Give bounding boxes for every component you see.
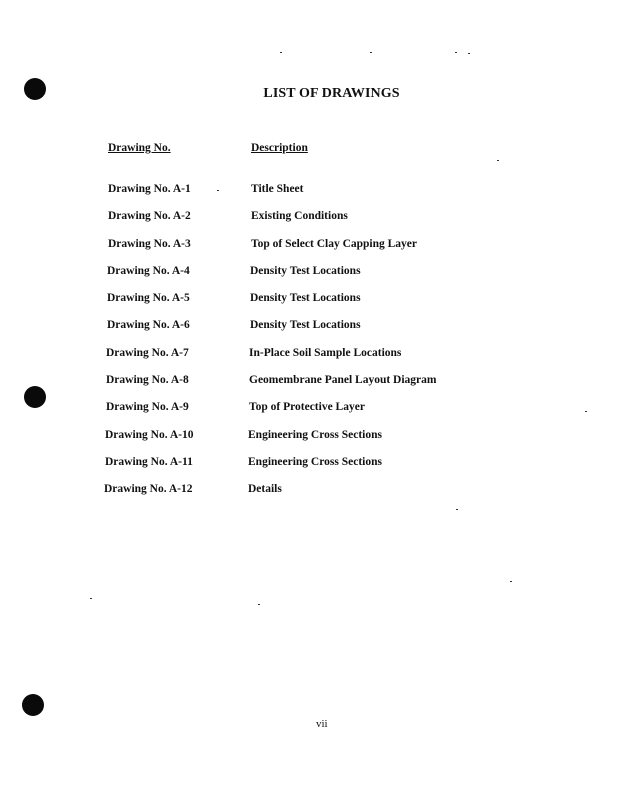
drawing-number: Drawing No. A-3 [108,237,191,250]
scan-speck [497,160,499,161]
drawing-description: Density Test Locations [250,292,361,305]
drawing-description: Existing Conditions [251,210,348,223]
drawing-description: Title Sheet [251,183,304,195]
list-item [0,210,641,237]
drawing-description: Geomembrane Panel Layout Diagram [249,374,437,387]
drawing-number: Drawing No. A-7 [106,346,189,359]
drawing-number: Drawing No. A-1 [108,183,191,195]
scan-speck [90,598,92,599]
page-number: vii [316,718,328,730]
list-item [0,319,641,346]
scan-speck [280,52,282,53]
column-header-description: Description [251,142,308,154]
scan-speck [258,604,260,605]
punch-hole [22,694,44,716]
drawing-number: Drawing No. A-10 [105,428,194,441]
list-item [0,292,641,319]
drawing-number: Drawing No. A-11 [105,455,193,468]
list-item [0,347,641,374]
list-item [0,483,641,510]
drawings-list [0,183,641,511]
drawing-description: Details [248,483,282,496]
drawing-number: Drawing No. A-9 [106,401,189,414]
scan-speck [468,53,470,54]
drawing-description: Engineering Cross Sections [248,455,382,468]
column-header-drawing-number: Drawing No. [108,142,171,154]
list-item [0,374,641,401]
scan-speck [455,52,457,53]
drawing-description: Engineering Cross Sections [248,428,382,441]
drawing-number: Drawing No. A-8 [106,374,189,387]
drawing-description: In-Place Soil Sample Locations [249,346,402,359]
list-item [0,183,641,210]
list-item [0,238,641,265]
drawing-description: Top of Protective Layer [249,401,365,414]
drawing-description: Density Test Locations [250,319,361,332]
list-item [0,456,641,483]
scan-speck [510,581,512,582]
drawing-number: Drawing No. A-5 [107,292,190,305]
drawing-number: Drawing No. A-2 [108,210,191,223]
drawing-number: Drawing No. A-12 [104,483,193,496]
list-item [0,265,641,292]
drawing-number: Drawing No. A-4 [107,264,190,277]
scan-speck [370,52,372,53]
list-item [0,429,641,456]
drawing-description: Density Test Locations [250,264,361,277]
page-title: LIST OF DRAWINGS [263,86,400,101]
list-item [0,401,641,428]
drawing-number: Drawing No. A-6 [107,319,190,332]
drawing-description: Top of Select Clay Capping Layer [251,237,418,250]
